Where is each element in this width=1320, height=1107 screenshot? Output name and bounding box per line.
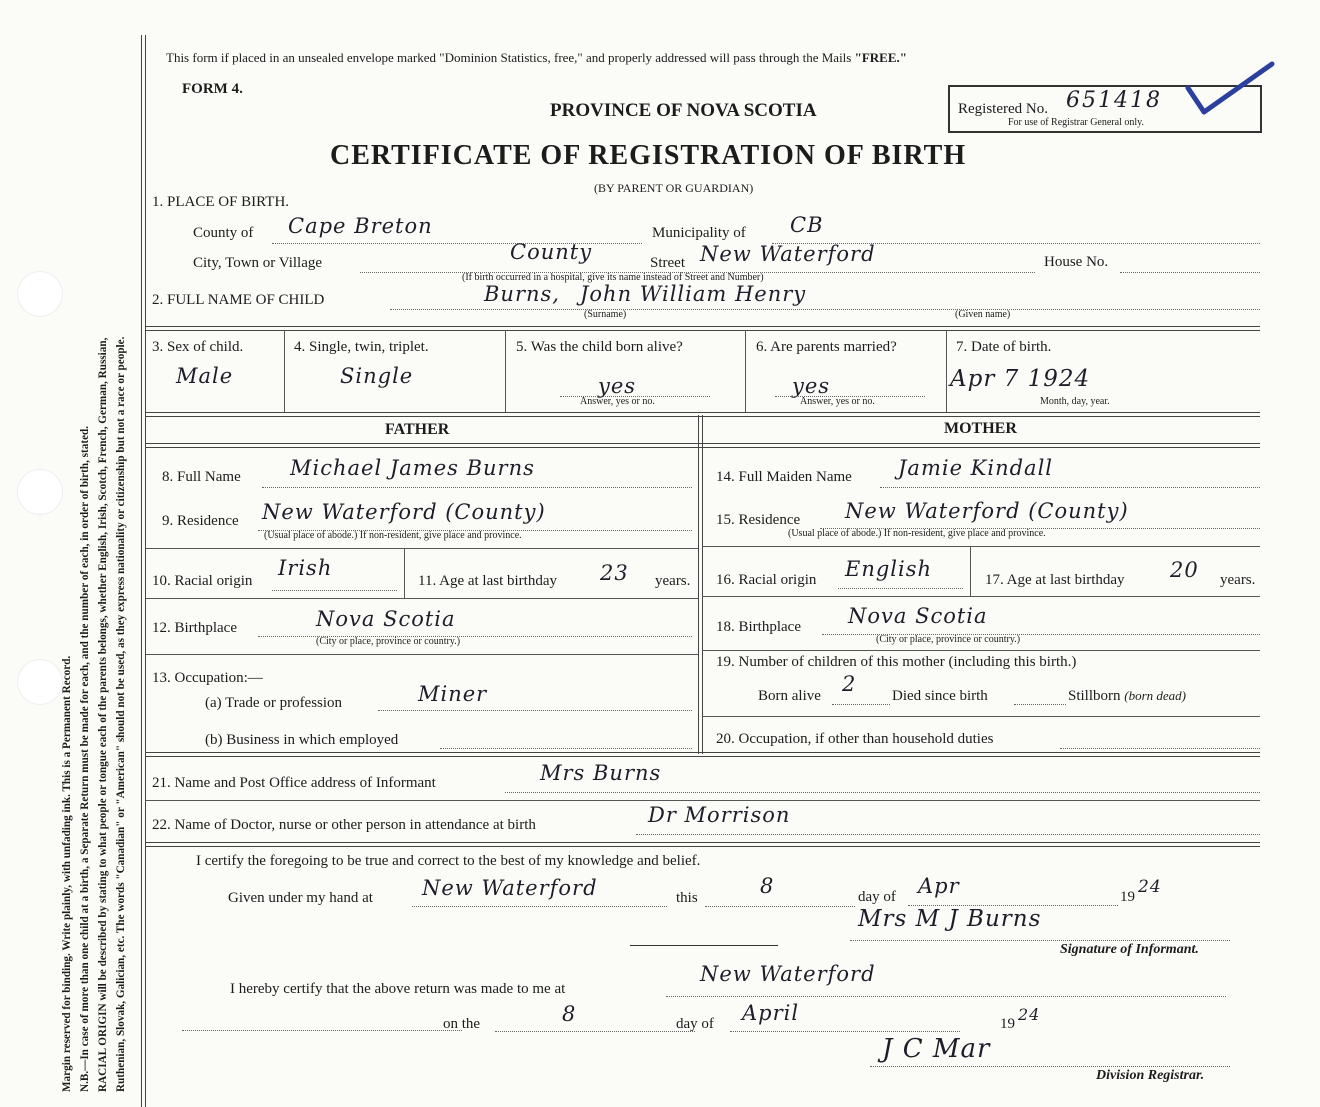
registrar-month-value: April [742,1001,800,1025]
died-since-birth-label: Died since birth [892,688,988,704]
born-alive-count: 2 [842,672,857,696]
mother-name-value: Jamie Kindall [898,456,1053,480]
father-birthplace-caption: (City or place, province or country.) [316,636,461,647]
father-racial-value: Irish [278,556,333,580]
answer-caption: Answer, yes or no. [800,396,875,407]
birth-date-value: Apr 7 1924 [950,366,1091,392]
father-heading: FATHER [385,421,450,438]
certification-year-value: 24 [1138,877,1162,897]
father-age-value: 23 [600,561,629,585]
on-the-label: on the [443,1016,481,1032]
registrar-statement: I hereby certify that the above return was made to me at [230,981,566,997]
certification-month-value: Apr [918,874,960,898]
sex-label: 3. Sex of child. [152,339,244,355]
mother-name-label: 14. Full Maiden Name [716,469,852,485]
father-age-label: 11. Age at last birthday [418,573,557,589]
business-label: (b) Business in which employed [205,732,399,748]
father-name-label: 8. Full Name [162,469,241,485]
doctor-value: Dr Morrison [648,803,791,827]
mother-age-value: 20 [1170,558,1199,582]
form-number: FORM 4. [182,81,243,97]
this-label: this [676,890,698,906]
municipality-label: Municipality of [652,225,746,241]
mother-years-label: years. [1220,572,1256,588]
mother-occupation-label: 20. Occupation, if other than household duties [716,731,994,747]
born-alive-question: 5. Was the child born alive? [516,339,683,355]
mother-residence-label: 15. Residence [716,512,801,528]
mail-notice: This form if placed in an unsealed envelope marked "Dominion Statistics, free," and properly addressed will pass through the Mails "FREE." [166,50,907,65]
given-name-caption: (Given name) [955,309,1011,320]
margin-note-nationality: Ruthenian, Slovak, Galician, etc. The words "Canadian" or "American" should not be used, as they express nationality or citizenship but not a race or people. [115,336,127,1092]
informant-signature: Mrs M J Burns [858,906,1042,932]
signature-caption: Signature of Informant. [1060,942,1199,957]
county-value: Cape Breton [288,214,433,238]
page-title: CERTIFICATE OF REGISTRATION OF BIRTH [330,140,967,171]
mother-age-label: 17. Age at last birthday [985,572,1125,588]
mother-birthplace-value: Nova Scotia [848,604,988,628]
division-registrar-caption: Division Registrar. [1096,1068,1205,1083]
city-value: County [510,240,593,264]
plurality-value: Single [340,364,414,388]
birth-date-label: 7. Date of birth. [956,339,1052,355]
occupation-label: 13. Occupation:— [152,670,263,686]
father-residence-label: 9. Residence [162,513,239,529]
parents-married-answer: yes [792,374,831,398]
doctor-label: 22. Name of Doctor, nurse or other person in attendance at birth [152,817,536,833]
registrar-year-prefix: 19 [1000,1016,1015,1032]
registrar-day-of-label: day of [676,1016,714,1032]
mother-racial-value: English [845,557,933,581]
mother-birthplace-caption: (City or place, province or country.) [876,634,1021,645]
certification-year-prefix: 19 [1120,889,1135,905]
date-caption: Month, day, year. [1040,396,1110,407]
child-name-label: 2. FULL NAME OF CHILD [152,292,325,308]
registered-label: Registered No. [958,101,1048,117]
answer-caption: Answer, yes or no. [580,396,655,407]
registrar-place-value: New Waterford [700,962,876,986]
given-place-value: New Waterford [422,876,598,900]
stillborn-label: Stillborn (born dead) [1068,688,1187,704]
house-no-label: House No. [1044,254,1109,270]
page-subtitle: (BY PARENT OR GUARDIAN) [594,181,754,195]
registrar-signature: J C Mar [882,1034,991,1064]
certification-day-value: 8 [760,874,775,898]
place-of-birth-label: 1. PLACE OF BIRTH. [152,194,290,210]
children-count-label: 19. Number of children of this mother (including this birth.) [716,654,1077,670]
mother-heading: MOTHER [944,420,1017,437]
margin-note-binding: Margin reserved for binding. Write plainly, with unfading ink. This is a Permanent Record. [61,655,73,1092]
county-label: County of [193,225,254,241]
father-years-label: years. [655,573,691,589]
binding-hole [18,470,62,514]
child-given-name-value: John William Henry [580,282,807,306]
surname-caption: (Surname) [584,309,627,320]
check-mark-icon [1180,58,1280,128]
street-note: (If birth occurred in a hospital, give its name instead of Street and Number) [462,272,764,283]
father-birthplace-value: Nova Scotia [316,607,456,631]
registrar-day-value: 8 [562,1002,577,1026]
certification-statement: I certify the foregoing to be true and correct to the best of my knowledge and belief. [196,853,701,869]
father-abode-caption: (Usual place of abode.) If non-resident, give place and province. [264,530,522,541]
margin-note-racial-origin: RACIAL ORIGIN will be described by stating to what people or tongue each of the parents belongs, whether English, Irish, Scotch, French, German, Russian, [97,337,109,1092]
city-label: City, Town or Village [193,255,323,271]
mother-abode-caption: (Usual place of abode.) If non-resident, give place and province. [788,528,1046,539]
child-surname-value: Burns, [484,282,560,306]
binding-hole [18,660,62,704]
margin-note-multiple-births: N.B.—In case of more than one child at a birth, a Separate Return must be made for each, and the number of each, in order of birth, stated. [79,425,91,1092]
registered-number: 651418 [1066,88,1162,113]
father-residence-value: New Waterford (County) [262,500,546,524]
parents-married-question: 6. Are parents married? [756,339,897,355]
trade-value: Miner [418,682,488,706]
sex-value: Male [176,364,234,388]
mother-birthplace-label: 18. Birthplace [716,619,801,635]
father-racial-label: 10. Racial origin [152,573,253,589]
plurality-label: 4. Single, twin, triplet. [294,339,429,355]
municipality-value: CB [790,213,824,237]
street-value: New Waterford [700,242,876,266]
father-name-value: Michael James Burns [290,456,535,480]
born-alive-label: Born alive [758,688,821,704]
registrar-year-value: 24 [1018,1005,1041,1024]
father-birthplace-label: 12. Birthplace [152,620,237,636]
given-under-hand-label: Given under my hand at [228,890,373,906]
informant-label: 21. Name and Post Office address of Informant [152,775,436,791]
informant-value: Mrs Burns [540,761,662,785]
born-alive-answer: yes [598,374,637,398]
form-left-border [141,35,146,1107]
province-heading: PROVINCE OF NOVA SCOTIA [550,100,817,121]
trade-label: (a) Trade or profession [205,695,343,711]
mother-residence-value: New Waterford (County) [845,499,1129,523]
registrar-use-note: For use of Registrar General only. [1008,117,1144,128]
mother-racial-label: 16. Racial origin [716,572,817,588]
day-of-label: day of [858,889,896,905]
street-label: Street [650,255,685,271]
binding-hole [18,272,62,316]
